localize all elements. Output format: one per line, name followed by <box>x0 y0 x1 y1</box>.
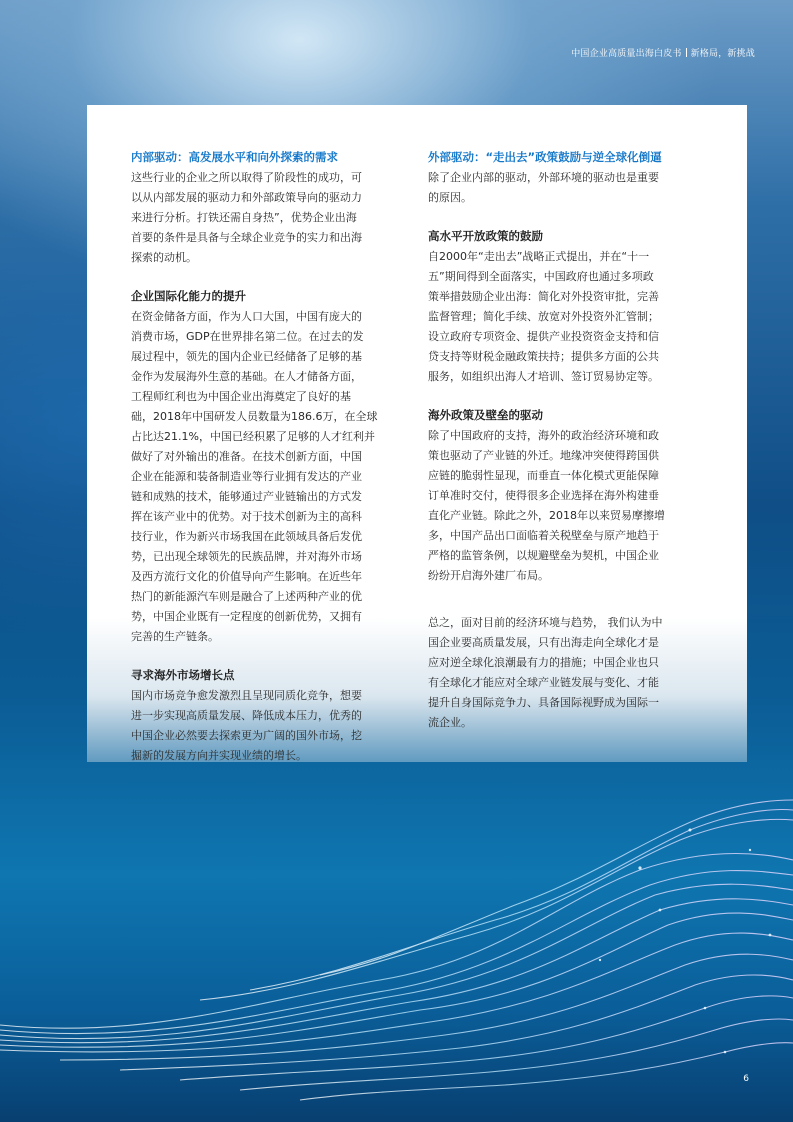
section-heading-internationalization: 企业国际化能力的提升 <box>131 289 246 303</box>
paragraph-line: 直化产业链。除此之外，2018年以来贸易摩擦增 <box>428 509 665 522</box>
paragraph-line: 链和成熟的技术，能够通过产业链输出的方式发 <box>131 490 362 503</box>
paragraph-line: 以从内部发展的驱动力和外部政策导向的驱动力 <box>131 191 362 204</box>
section-heading-overseas-barriers: 海外政策及壁垒的驱动 <box>428 408 543 422</box>
section-body-internationalization <box>131 307 411 647</box>
paragraph-line: 的原因。 <box>428 191 472 204</box>
section-heading-open-policy: 高水平开放政策的鼓励 <box>428 229 543 243</box>
paragraph-line: 进一步实现高质量发展、降低成本压力，优秀的 <box>131 709 362 722</box>
paragraph-line: 应对逆全球化浪潮最有力的措施；中国企业也只 <box>428 656 659 669</box>
paragraph-line: 完善的生产链条。 <box>131 630 219 643</box>
paragraph-line: 监督管理；简化手续、放宽对外投资外汇管制； <box>428 310 659 323</box>
paragraph-line: 中国企业必然要去探索更为广阔的国外市场，挖 <box>131 729 362 742</box>
paragraph-line: 策也驱动了产业链的外迁。地缘冲突使得跨国供 <box>428 449 659 462</box>
document-header <box>571 46 755 59</box>
paragraph-line: 服务，如组织出海人才培训、签订贸易协定等。 <box>428 370 659 383</box>
paragraph-line: 这些行业的企业之所以取得了阶段性的成功，可 <box>131 171 362 184</box>
section-body-open-policy <box>428 247 708 387</box>
paragraph-line: 做好了对外输出的准备。在技术创新方面，中国 <box>131 450 362 463</box>
paragraph-line: 挥在该产业中的优势。对于技术创新为主的高科 <box>131 510 362 523</box>
paragraph-line: 础，2018年中国研发人员数量为186.6万，在全球 <box>131 410 378 423</box>
paragraph-line: 在资金储备方面，作为人口大国，中国有庞大的 <box>131 310 362 323</box>
paragraph-line: 工程师红利也为中国企业出海奠定了良好的基 <box>131 390 351 403</box>
paragraph-line: 自2000年“走出去”战略正式提出，并在“十一 <box>428 250 650 263</box>
left-column <box>131 105 411 766</box>
section-heading-external-drivers: 外部驱动：“走出去”政策鼓励与逆全球化倒逼 <box>428 150 662 164</box>
paragraph-line: 占比达21.1%，中国已经积累了足够的人才红利并 <box>131 430 375 443</box>
paragraph-line: 掘新的发展方向并实现业绩的增长。 <box>131 749 307 762</box>
paragraph-line: 技行业，作为新兴市场我国在此领域具备后发优 <box>131 530 362 543</box>
paragraph-line: 纷纷开启海外建厂布局。 <box>428 569 549 582</box>
paragraph-line: 热门的新能源汽车则是融合了上述两种产业的优 <box>131 590 362 603</box>
paragraph-line: 总之，面对目前的经济环境与趋势， 我们认为中 <box>428 616 663 629</box>
header-separator <box>686 48 687 57</box>
paragraph-line: 除了企业内部的驱动，外部环境的驱动也是重要 <box>428 171 659 184</box>
paragraph-line: 贷支持等财税金融政策扶持；提供多方面的公共 <box>428 350 659 363</box>
paragraph-line: 提升自身国际竞争力、具备国际视野成为国际一 <box>428 696 659 709</box>
paragraph-line: 势，已出现全球领先的民族品牌，并对海外市场 <box>131 550 362 563</box>
section-heading-overseas-growth: 寻求海外市场增长点 <box>131 668 235 682</box>
paragraph-line: 消费市场，GDP在世界排名第二位。在过去的发 <box>131 330 364 343</box>
paragraph-line: 国企业要高质量发展，只有出海走向全球化才是 <box>428 636 659 649</box>
paragraph-line: 五”期间得到全面落实，中国政府也通过多项政 <box>428 270 654 283</box>
paragraph-line: 设立政府专项资金、提供产业投资资金支持和信 <box>428 330 659 343</box>
paragraph-line: 金作为发展海外生意的基础。在人才储备方面， <box>131 370 362 383</box>
section-body-external-drivers <box>428 168 708 208</box>
header-title: 中国企业高质量出海白皮书 <box>571 49 682 59</box>
page-number: 6 <box>743 1074 749 1084</box>
paragraph-line: 及西方流行文化的价值导向产生影响。在近些年 <box>131 570 362 583</box>
paragraph-line: 国内市场竞争愈发激烈且呈现同质化竞争，想要 <box>131 689 362 702</box>
paragraph-line: 探索的动机。 <box>131 251 197 264</box>
section-body-overseas-growth <box>131 686 411 766</box>
paragraph-line: 流企业。 <box>428 716 472 729</box>
section-body-overseas-barriers <box>428 426 708 586</box>
section-heading-internal-drivers: 内部驱动：高发展水平和向外探索的需求 <box>131 150 338 164</box>
paragraph-line: 企业在能源和装备制造业等行业拥有发达的产业 <box>131 470 362 483</box>
paragraph-line: 订单准时交付，使得很多企业选择在海外构建垂 <box>428 489 659 502</box>
content-card <box>87 105 747 762</box>
right-column <box>428 105 708 733</box>
header-subtitle: 新格局，新挑战 <box>690 49 755 59</box>
paragraph-line: 多，中国产品出口面临着关税壁垒与原产地趋于 <box>428 529 659 542</box>
section-body-internal-drivers <box>131 168 411 268</box>
paragraph-line: 除了中国政府的支持，海外的政治经济环境和政 <box>428 429 659 442</box>
section-body-conclusion <box>428 613 708 733</box>
paragraph-line: 来进行分析。打铁还需自身热”，优势企业出海 <box>131 211 357 224</box>
paragraph-line: 有全球化才能应对全球产业链发展与变化、才能 <box>428 676 659 689</box>
paragraph-line: 策举措鼓励企业出海：简化对外投资审批，完善 <box>428 290 659 303</box>
paragraph-line: 势，中国企业既有一定程度的创新优势，又拥有 <box>131 610 362 623</box>
paragraph-line: 首要的条件是具备与全球企业竞争的实力和出海 <box>131 231 362 244</box>
paragraph-line: 严格的监管条例，以规避壁垒为契机，中国企业 <box>428 549 659 562</box>
paragraph-line: 应链的脆弱性显现，而垂直一体化模式更能保障 <box>428 469 659 482</box>
paragraph-line: 展过程中，领先的国内企业已经储备了足够的基 <box>131 350 362 363</box>
